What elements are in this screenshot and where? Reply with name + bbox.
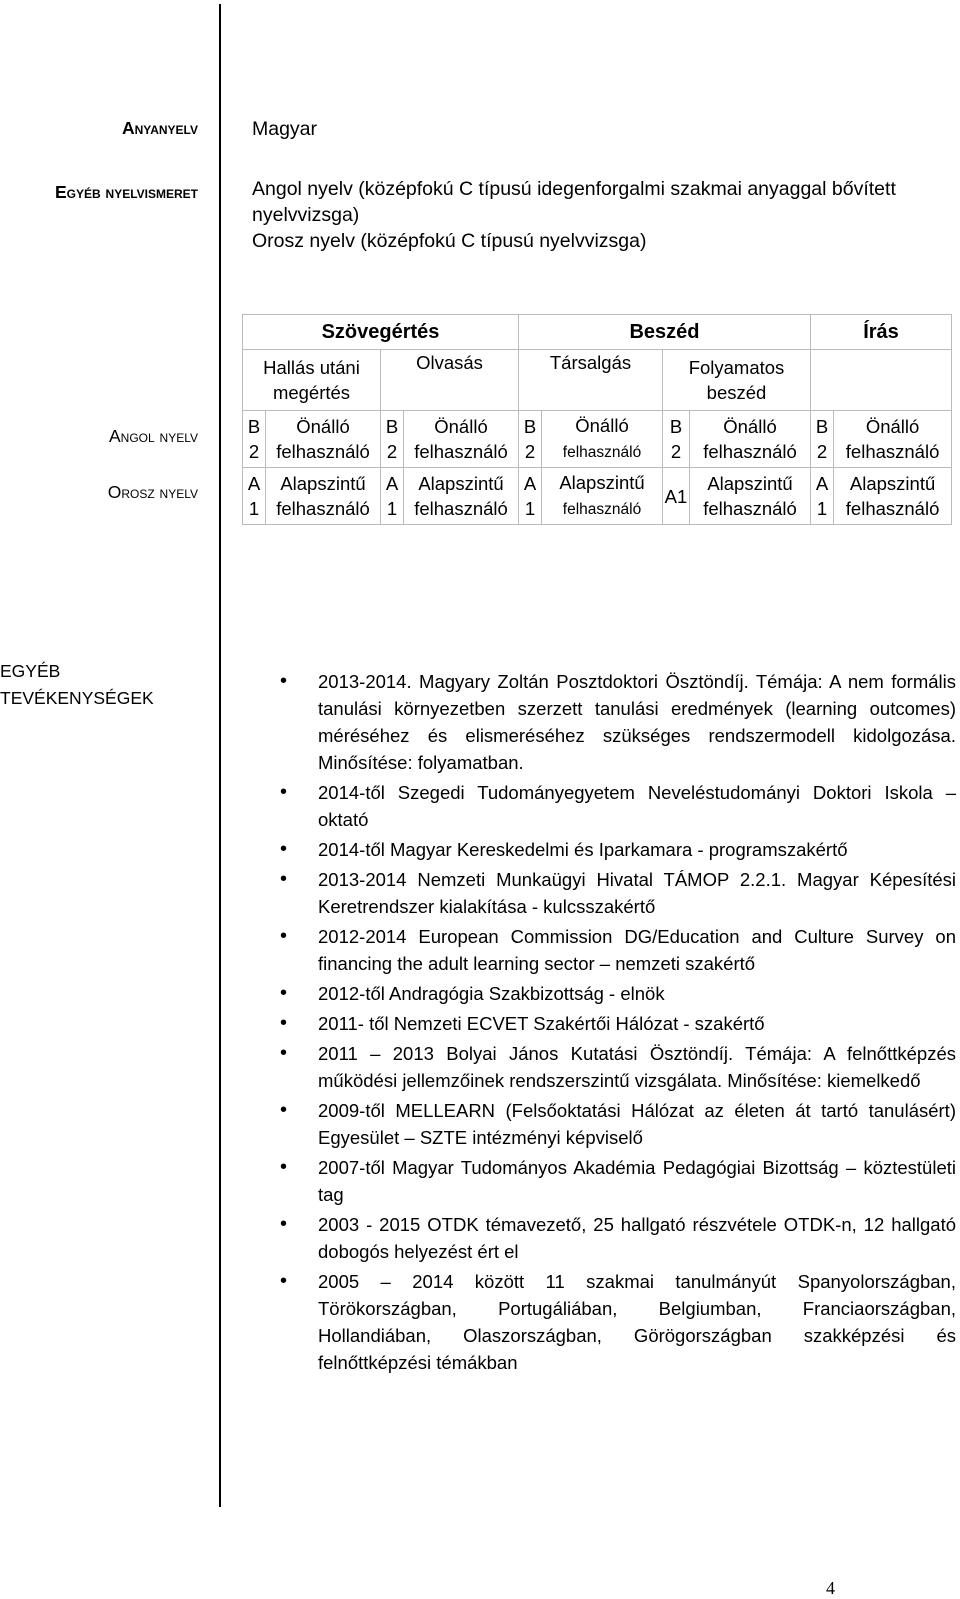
level-desc: Alapszintű felhasználó	[266, 468, 381, 525]
level-desc: Önálló felhasználó	[690, 411, 811, 468]
level-desc: Alapszintű felhasználó	[542, 468, 663, 525]
list-item: • 2013-2014. Magyary Zoltán Posztdoktori Ösztöndíj. Témája: A nem formális tanulási környezetben szerzett tanulási eredmények (learning outcomes) méréséhez és elismeréséhez szükséges rendszermodell kidolgozása. Minősítése: folyamatban.	[280, 668, 956, 776]
subheader-tarsalgas: Társalgás	[519, 350, 663, 411]
level-cell: A 1	[519, 468, 542, 525]
level-desc: Önálló felhasználó	[542, 411, 663, 468]
level-cell: A 1	[243, 468, 266, 525]
activity-list	[280, 668, 956, 1379]
list-item: • 2014-től Magyar Kereskedelmi és Iparkamara - programszakértő	[280, 836, 956, 863]
list-item: • 2009-től MELLEARN (Felsőoktatási Hálózat az életen át tartó tanulásért) Egyesület – SZTE intézményi képviselő	[280, 1097, 956, 1151]
level-desc: Alapszintű felhasználó	[690, 468, 811, 525]
level-desc: Alapszintű felhasználó	[404, 468, 519, 525]
level-cell: B 2	[811, 411, 834, 468]
level-desc: Alapszintű felhasználó	[834, 468, 952, 525]
list-item: • 2011 – 2013 Bolyai János Kutatási Ösztöndíj. Témája: A felnőttképzés működési jellemzőinek rendszerszintű vizsgálata. Minősítése: kiemelkedő	[280, 1040, 956, 1094]
label-orosz-nyelv: Orosz nyelv	[107, 482, 198, 502]
list-item: • 2007-től Magyar Tudományos Akadémia Pedagógiai Bizottság – köztestületi tag	[280, 1154, 956, 1208]
subheader-olvasas: Olvasás	[381, 350, 519, 411]
list-item: • 2005 – 2014 között 11 szakmai tanulmányút Spanyolországban, Törökországban, Portugáliában, Belgiumban, Franciaországban, Hollandiában, Olaszországban, Görögországban szakképzési és felnőttképzési témákban	[280, 1268, 956, 1376]
header-szovegertes: Szövegértés	[243, 315, 519, 350]
list-item: • 2012-től Andragógia Szakbizottság - elnök	[280, 980, 956, 1007]
level-cell: A 1	[811, 468, 834, 525]
subheader-folyamatos: Folyamatos beszéd	[663, 350, 811, 411]
header-iras: Írás	[811, 315, 952, 350]
header-beszed: Beszéd	[519, 315, 811, 350]
level-cell: A 1	[381, 468, 404, 525]
language-level-table	[242, 314, 952, 525]
list-item: • 2013-2014 Nemzeti Munkaügyi Hivatal TÁMOP 2.2.1. Magyar Képesítési Keretrendszer kialakítása - kulcsszakértő	[280, 866, 956, 920]
list-item: • 2003 - 2015 OTDK témavezető, 25 hallgató részvétele OTDK-n, 12 hallgató dobogós helyezést ért el	[280, 1211, 956, 1265]
label-egyeb-tevekenysegek: EGYÉB TEVÉKENYSÉGEK	[0, 661, 154, 708]
subheader-iras-empty	[811, 350, 952, 411]
level-cell: B 2	[519, 411, 542, 468]
label-angol-nyelv: Angol nyelv	[108, 426, 198, 446]
subheader-hallas: Hallás utáni megértés	[243, 350, 381, 411]
list-item: • 2014-től Szegedi Tudományegyetem Neveléstudományi Doktori Iskola – oktató	[280, 779, 956, 833]
page-number: 4	[826, 1578, 835, 1598]
list-item: • 2011- től Nemzeti ECVET Szakértői Hálózat - szakértő	[280, 1010, 956, 1037]
level-cell: B 2	[663, 411, 690, 468]
label-egyeb-nyelvismeret: Egyéb nyelvismeret	[55, 182, 198, 202]
level-desc: Önálló felhasználó	[834, 411, 952, 468]
level-desc: Önálló felhasználó	[266, 411, 381, 468]
level-desc: Önálló felhasználó	[404, 411, 519, 468]
anyanyelv-value: Magyar	[252, 118, 318, 140]
level-cell: B 2	[381, 411, 404, 468]
language-item-angol: Angol nyelv (középfokú C típusú idegenforgalmi szakmai anyaggal bővített nyelvvizsga)	[252, 178, 896, 226]
label-anyanyelv: Anyanyelv	[122, 118, 198, 138]
level-cell: B 2	[243, 411, 266, 468]
level-cell: A1	[663, 468, 690, 525]
language-list	[252, 176, 960, 254]
vertical-divider	[219, 4, 221, 1507]
language-item-orosz: Orosz nyelv (középfokú C típusú nyelvvizsga)	[252, 230, 647, 252]
list-item: • 2012-2014 European Commission DG/Education and Culture Survey on financing the adult learning sector – nemzeti szakértő	[280, 923, 956, 977]
